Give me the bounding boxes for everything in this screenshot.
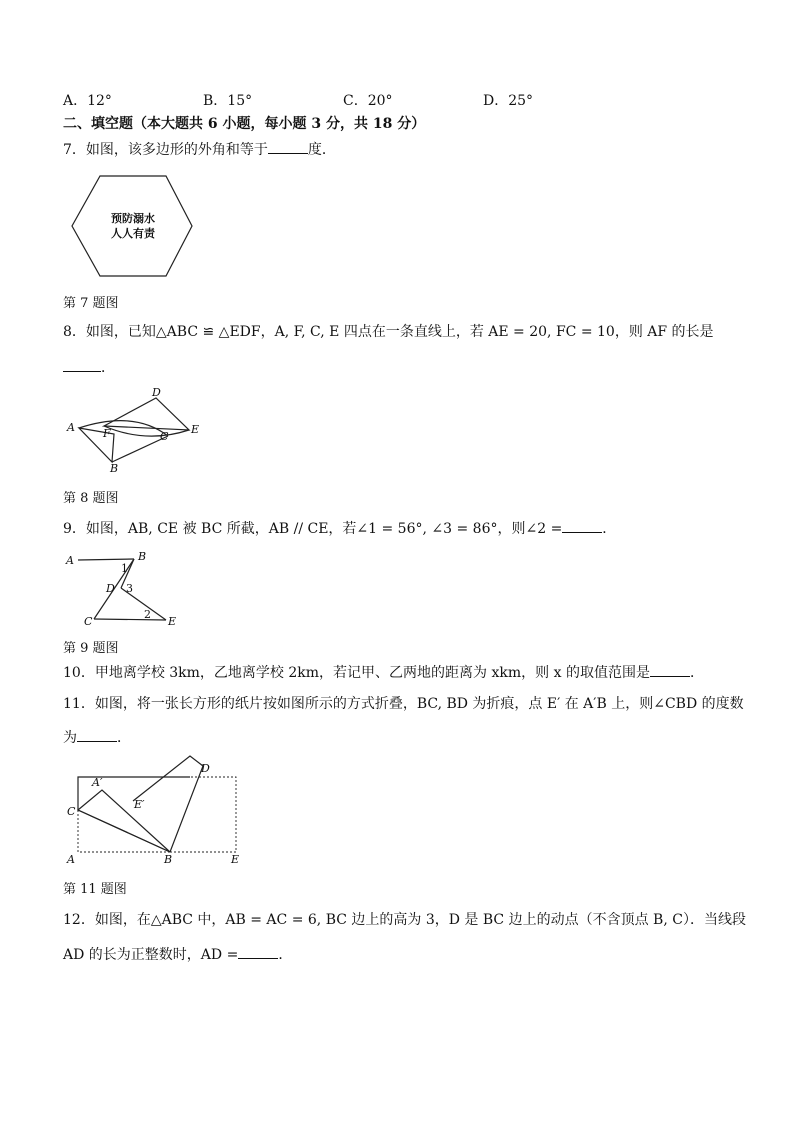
hexagon-figure: [68, 174, 198, 280]
answer-blank-10: [650, 662, 690, 677]
question-10-text: 10．甲地离学校 3km，乙地离学校 2km，若记甲、乙两地的距离为 xkm，则 x 的取值范围是: [63, 665, 650, 681]
hexagon-line-2: 人人有责: [111, 227, 155, 240]
question-11-prefix: 为: [63, 730, 77, 746]
label-d: D: [152, 386, 161, 399]
label-d: D: [201, 762, 210, 775]
question-7-text: 7．如图，该多边形的外角和等于: [63, 142, 268, 158]
caption-q9: 第 9 题图: [63, 641, 119, 656]
question-8-tail: ．: [101, 360, 115, 376]
angle-1-label: 1: [121, 562, 128, 575]
answer-blank-11: [77, 727, 117, 742]
label-b: B: [164, 853, 173, 866]
label-c: C: [84, 615, 93, 628]
question-12-line2: [63, 944, 292, 965]
label-c: C: [160, 430, 169, 443]
label-b: B: [110, 462, 119, 475]
question-10-tail: ．: [689, 665, 704, 681]
answer-blank-9: [562, 518, 602, 533]
folded-paper-figure: [64, 752, 250, 866]
label-a: A: [66, 554, 74, 567]
question-9-tail: ．: [602, 521, 617, 537]
label-b: B: [138, 550, 147, 563]
answer-blank-8: [63, 357, 101, 372]
label-e: E: [168, 615, 177, 628]
question-8-line2: [63, 357, 115, 378]
option-a: A．12°: [63, 93, 112, 109]
hexagon-line-1: 预防溺水: [111, 212, 155, 225]
section-title: 二、填空题（本大题共 6 小题，每小题 3 分，共 18 分）: [63, 116, 426, 132]
label-f: F: [103, 427, 111, 440]
option-c: C．20°: [343, 93, 393, 109]
caption-q11: 第 11 题图: [63, 882, 127, 897]
question-9: [63, 518, 616, 539]
label-a: A: [67, 853, 75, 866]
answer-blank-12: [238, 944, 278, 959]
parallel-lines-figure: [64, 548, 184, 628]
question-11-tail: ．: [117, 730, 131, 746]
label-e: E: [231, 853, 240, 866]
label-c: C: [67, 805, 76, 818]
question-8-text: 8．如图，已知△ABC ≌ △EDF，A, F, C, E 四点在一条直线上，若 AE = 20, FC = 10，则 AF 的长是: [63, 324, 714, 340]
caption-q8: 第 8 题图: [63, 491, 119, 506]
question-12-tail: ．: [278, 947, 293, 963]
answer-blank-7: [268, 139, 308, 154]
label-d: D: [106, 582, 115, 595]
question-7: [63, 139, 336, 160]
angle-3-label: 3: [126, 582, 133, 595]
label-e: E: [191, 423, 200, 436]
question-10: [63, 662, 704, 683]
label-a-prime: A′: [92, 776, 103, 789]
option-d: D．25°: [483, 93, 534, 109]
question-12-text: 12．如图，在△ABC 中，AB = AC = 6, BC 边上的高为 3，D 是 BC 边上的动点（不含顶点 B, C）．当线段: [63, 912, 746, 928]
hexagon-shape: [72, 176, 192, 276]
question-12-prefix: AD 的长为正整数时，AD =: [63, 947, 239, 963]
question-9-text: 9．如图，AB, CE 被 BC 所截，AB // CE，若∠1 = 56°, ∠3 = 86°，则∠2 =: [63, 521, 563, 537]
question-11-line2: [63, 727, 131, 748]
label-e-prime: E′: [134, 798, 145, 811]
question-7-tail: 度．: [307, 142, 336, 158]
question-11-text: 11．如图，将一张长方形的纸片按如图所示的方式折叠，BC, BD 为折痕，点 E′ 在 A′B 上，则∠CBD 的度数: [63, 696, 744, 712]
angle-2-label: 2: [144, 608, 151, 621]
caption-q7: 第 7 题图: [63, 296, 119, 311]
option-b: B．15°: [203, 93, 253, 109]
label-a: A: [67, 421, 75, 434]
triangles-figure-q8: [64, 386, 214, 475]
